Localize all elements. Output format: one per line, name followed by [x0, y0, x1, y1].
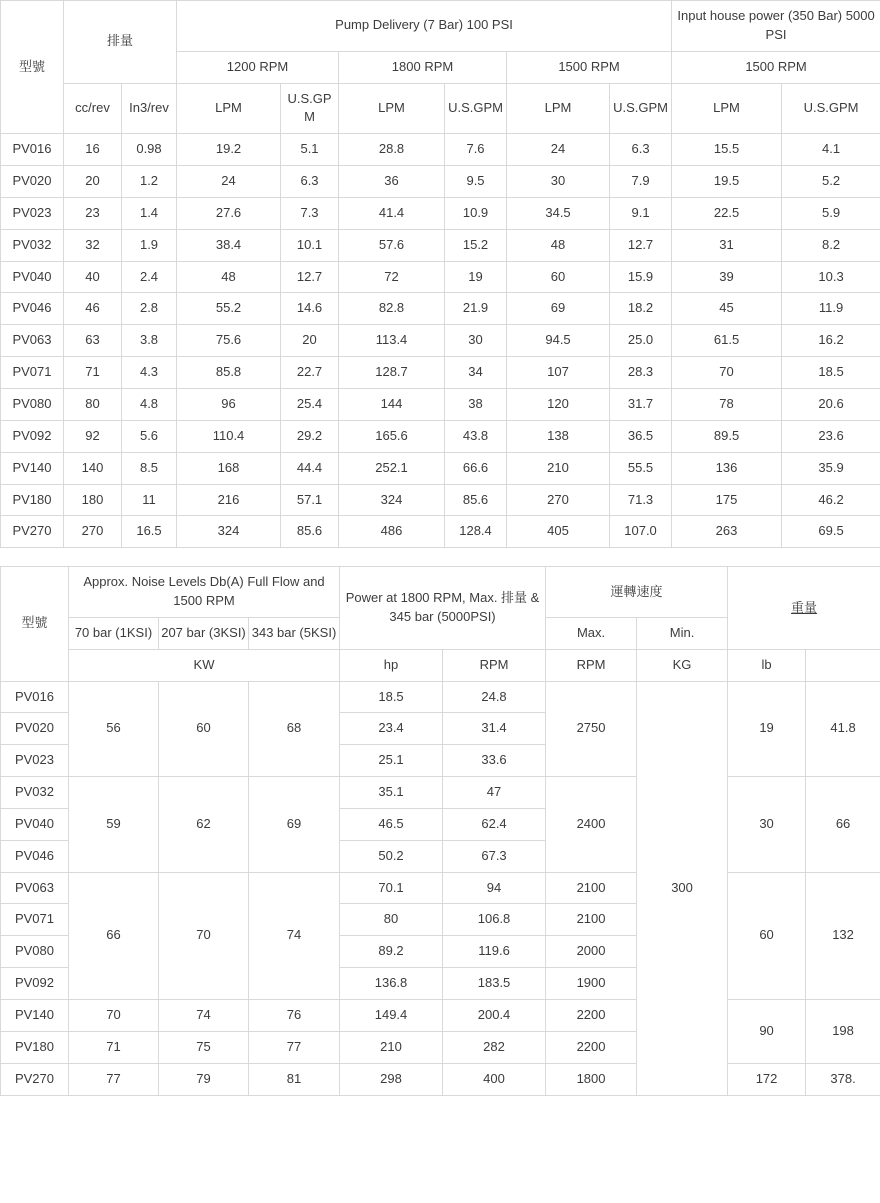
table-row — [1, 166, 880, 198]
cell-speed-max: 2100 — [546, 872, 637, 904]
cell-usgpm-1500: 107.0 — [610, 516, 672, 548]
cell-lpm-1800: 128.7 — [339, 357, 445, 389]
table-row — [1, 484, 880, 516]
cell-ccrev: 140 — [64, 452, 122, 484]
cell-speed-min: 300 — [637, 681, 728, 1095]
cell-usgpm-1200: 57.1 — [281, 484, 339, 516]
cell-power-hp: 25.1 — [340, 745, 443, 777]
noise-power-body — [1, 681, 880, 1095]
cell-lpm-1800: 144 — [339, 388, 445, 420]
cell-in3rev: 4.3 — [122, 357, 177, 389]
pump-delivery-body — [1, 134, 880, 548]
cell-lpm-1800: 252.1 — [339, 452, 445, 484]
cell-usgpm-1500: 6.3 — [610, 134, 672, 166]
header-1800-rpm: 1800 RPM — [339, 51, 507, 83]
cell-power-hp: 50.2 — [340, 840, 443, 872]
cell-usgpm-input: 35.9 — [782, 452, 880, 484]
cell-in3rev: 3.8 — [122, 325, 177, 357]
cell-usgpm-1800: 128.4 — [445, 516, 507, 548]
cell-lpm-1200: 75.6 — [177, 325, 281, 357]
cell-power-hp: 298 — [340, 1063, 443, 1095]
cell-model: PV032 — [1, 777, 69, 809]
cell-lpm-input: 19.5 — [672, 166, 782, 198]
cell-usgpm-1800: 10.9 — [445, 197, 507, 229]
cell-usgpm-1800: 85.6 — [445, 484, 507, 516]
cell-usgpm-input: 4.1 — [782, 134, 880, 166]
cell-power-rpm: 119.6 — [443, 936, 546, 968]
header-model: 型號 — [1, 567, 69, 681]
header-displacement: 排量 — [64, 1, 177, 84]
cell-lpm-1200: 55.2 — [177, 293, 281, 325]
cell-lpm-1800: 324 — [339, 484, 445, 516]
cell-in3rev: 1.4 — [122, 197, 177, 229]
cell-usgpm-1800: 19 — [445, 261, 507, 293]
header-noise-70bar: 70 bar (1KSI) — [69, 617, 159, 649]
cell-lpm-input: 136 — [672, 452, 782, 484]
cell-power-hp: 149.4 — [340, 1000, 443, 1032]
cell-usgpm-input: 5.2 — [782, 166, 880, 198]
cell-noise-70bar: 77 — [69, 1063, 159, 1095]
cell-noise-343bar: 68 — [249, 681, 340, 777]
cell-noise-70bar: 56 — [69, 681, 159, 777]
cell-usgpm-1500: 18.2 — [610, 293, 672, 325]
cell-in3rev: 2.4 — [122, 261, 177, 293]
cell-model: PV023 — [1, 745, 69, 777]
cell-noise-343bar: 81 — [249, 1063, 340, 1095]
cell-noise-207bar: 70 — [159, 872, 249, 999]
cell-weight-kg: 30 — [728, 777, 806, 873]
cell-lpm-1200: 38.4 — [177, 229, 281, 261]
cell-lpm-1800: 165.6 — [339, 420, 445, 452]
cell-noise-207bar: 60 — [159, 681, 249, 777]
cell-lpm-1800: 82.8 — [339, 293, 445, 325]
noise-power-speed-weight-table — [0, 566, 880, 1095]
cell-power-rpm: 67.3 — [443, 840, 546, 872]
header-unit-ccrev: cc/rev — [64, 83, 122, 134]
cell-lpm-1800: 41.4 — [339, 197, 445, 229]
cell-lpm-1500: 210 — [507, 452, 610, 484]
header-noise-207bar: 207 bar (3KSI) — [159, 617, 249, 649]
cell-usgpm-1800: 7.6 — [445, 134, 507, 166]
cell-power-hp: 35.1 — [340, 777, 443, 809]
cell-model: PV020 — [1, 166, 64, 198]
cell-lpm-1500: 270 — [507, 484, 610, 516]
cell-weight-kg: 19 — [728, 681, 806, 777]
cell-model: PV180 — [1, 484, 64, 516]
cell-lpm-1200: 85.8 — [177, 357, 281, 389]
cell-model: PV016 — [1, 681, 69, 713]
cell-usgpm-input: 16.2 — [782, 325, 880, 357]
cell-lpm-1500: 120 — [507, 388, 610, 420]
cell-usgpm-1200: 7.3 — [281, 197, 339, 229]
cell-ccrev: 71 — [64, 357, 122, 389]
cell-usgpm-input: 23.6 — [782, 420, 880, 452]
cell-noise-70bar: 66 — [69, 872, 159, 999]
cell-noise-207bar: 79 — [159, 1063, 249, 1095]
table-row — [1, 293, 880, 325]
cell-ccrev: 46 — [64, 293, 122, 325]
table-header-row-1 — [1, 1, 880, 52]
header-input-horsepower: Input house power (350 Bar) 5000 PSI — [672, 1, 880, 52]
header-unit-usgpm-1500: U.S.GPM — [610, 83, 672, 134]
cell-lpm-1800: 36 — [339, 166, 445, 198]
cell-model: PV092 — [1, 968, 69, 1000]
cell-noise-343bar: 76 — [249, 1000, 340, 1032]
cell-ccrev: 63 — [64, 325, 122, 357]
table-row — [1, 197, 880, 229]
table-row — [1, 261, 880, 293]
cell-usgpm-1500: 28.3 — [610, 357, 672, 389]
cell-ccrev: 80 — [64, 388, 122, 420]
cell-noise-343bar: 77 — [249, 1031, 340, 1063]
header-unit-kg-speedmin: KG — [637, 649, 728, 681]
cell-usgpm-1200: 20 — [281, 325, 339, 357]
cell-model: PV071 — [1, 357, 64, 389]
cell-power-hp: 136.8 — [340, 968, 443, 1000]
cell-in3rev: 8.5 — [122, 452, 177, 484]
header-noise-levels: Approx. Noise Levels Db(A) Full Flow and 1500 RPM — [69, 567, 340, 618]
header-unit-rpm-power: RPM — [443, 649, 546, 681]
cell-model: PV080 — [1, 936, 69, 968]
cell-usgpm-1800: 38 — [445, 388, 507, 420]
cell-model: PV046 — [1, 840, 69, 872]
cell-in3rev: 11 — [122, 484, 177, 516]
cell-weight-kg: 90 — [728, 1000, 806, 1064]
cell-in3rev: 0.98 — [122, 134, 177, 166]
cell-power-hp: 46.5 — [340, 808, 443, 840]
cell-power-rpm: 31.4 — [443, 713, 546, 745]
cell-lpm-input: 263 — [672, 516, 782, 548]
cell-ccrev: 270 — [64, 516, 122, 548]
header-1500-rpm-input: 1500 RPM — [672, 51, 880, 83]
cell-lpm-1500: 107 — [507, 357, 610, 389]
cell-power-rpm: 33.6 — [443, 745, 546, 777]
cell-lpm-1200: 324 — [177, 516, 281, 548]
header-power-1800rpm: Power at 1800 RPM, Max. 排量 & 345 bar (5000PSI) — [340, 567, 546, 650]
header-speed-min: Min. — [637, 617, 728, 649]
cell-lpm-input: 22.5 — [672, 197, 782, 229]
header-speed-max: Max. — [546, 617, 637, 649]
cell-lpm-1500: 69 — [507, 293, 610, 325]
cell-in3rev: 5.6 — [122, 420, 177, 452]
cell-in3rev: 16.5 — [122, 516, 177, 548]
cell-noise-343bar: 74 — [249, 872, 340, 999]
cell-usgpm-1800: 66.6 — [445, 452, 507, 484]
table-row — [1, 229, 880, 261]
cell-model: PV020 — [1, 713, 69, 745]
cell-lpm-1800: 486 — [339, 516, 445, 548]
cell-model: PV140 — [1, 1000, 69, 1032]
cell-speed-max: 2400 — [546, 777, 637, 873]
cell-lpm-1500: 34.5 — [507, 197, 610, 229]
cell-power-hp: 18.5 — [340, 681, 443, 713]
cell-usgpm-1200: 22.7 — [281, 357, 339, 389]
table-separator — [0, 548, 880, 566]
cell-lpm-1500: 60 — [507, 261, 610, 293]
cell-usgpm-1500: 71.3 — [610, 484, 672, 516]
cell-noise-207bar: 74 — [159, 1000, 249, 1032]
cell-usgpm-1200: 29.2 — [281, 420, 339, 452]
cell-ccrev: 92 — [64, 420, 122, 452]
cell-ccrev: 23 — [64, 197, 122, 229]
cell-speed-max: 2000 — [546, 936, 637, 968]
cell-power-hp: 210 — [340, 1031, 443, 1063]
cell-usgpm-1500: 9.1 — [610, 197, 672, 229]
table-row — [1, 1000, 880, 1032]
cell-power-rpm: 24.8 — [443, 681, 546, 713]
cell-usgpm-1200: 5.1 — [281, 134, 339, 166]
cell-model: PV016 — [1, 134, 64, 166]
cell-power-rpm: 183.5 — [443, 968, 546, 1000]
cell-usgpm-input: 5.9 — [782, 197, 880, 229]
cell-model: PV270 — [1, 516, 64, 548]
cell-usgpm-1800: 30 — [445, 325, 507, 357]
cell-lpm-input: 61.5 — [672, 325, 782, 357]
cell-usgpm-1500: 55.5 — [610, 452, 672, 484]
cell-lpm-input: 15.5 — [672, 134, 782, 166]
cell-model: PV063 — [1, 872, 69, 904]
cell-lpm-1800: 113.4 — [339, 325, 445, 357]
cell-lpm-input: 45 — [672, 293, 782, 325]
cell-power-hp: 89.2 — [340, 936, 443, 968]
cell-model: PV180 — [1, 1031, 69, 1063]
cell-power-hp: 23.4 — [340, 713, 443, 745]
cell-weight-kg: 60 — [728, 872, 806, 999]
header-unit-lpm-1200: LPM — [177, 83, 281, 134]
table-row — [1, 325, 880, 357]
cell-in3rev: 4.8 — [122, 388, 177, 420]
cell-lpm-1200: 24 — [177, 166, 281, 198]
header-noise-343bar: 343 bar (5KSI) — [249, 617, 340, 649]
cell-usgpm-input: 10.3 — [782, 261, 880, 293]
cell-lpm-1800: 28.8 — [339, 134, 445, 166]
cell-lpm-input: 70 — [672, 357, 782, 389]
cell-noise-70bar: 59 — [69, 777, 159, 873]
cell-model: PV023 — [1, 197, 64, 229]
header-weight: 重量 — [728, 567, 880, 650]
header-unit-lpm-input: LPM — [672, 83, 782, 134]
cell-usgpm-1500: 12.7 — [610, 229, 672, 261]
header-1500-rpm: 1500 RPM — [507, 51, 672, 83]
header-unit-empty — [806, 649, 880, 681]
table2-header-row-3 — [1, 649, 880, 681]
cell-noise-70bar: 70 — [69, 1000, 159, 1032]
cell-lpm-1200: 19.2 — [177, 134, 281, 166]
table-row — [1, 134, 880, 166]
table-row — [1, 681, 880, 713]
header-pump-delivery: Pump Delivery (7 Bar) 100 PSI — [177, 1, 672, 52]
cell-model: PV032 — [1, 229, 64, 261]
cell-lpm-input: 89.5 — [672, 420, 782, 452]
header-1200-rpm: 1200 RPM — [177, 51, 339, 83]
cell-usgpm-1500: 36.5 — [610, 420, 672, 452]
table-row — [1, 872, 880, 904]
cell-usgpm-1800: 21.9 — [445, 293, 507, 325]
cell-lpm-1500: 138 — [507, 420, 610, 452]
cell-model: PV092 — [1, 420, 64, 452]
cell-usgpm-1200: 14.6 — [281, 293, 339, 325]
header-unit-rpm-speed: RPM — [546, 649, 637, 681]
cell-usgpm-input: 69.5 — [782, 516, 880, 548]
cell-usgpm-input: 18.5 — [782, 357, 880, 389]
cell-in3rev: 1.9 — [122, 229, 177, 261]
cell-ccrev: 20 — [64, 166, 122, 198]
cell-model: PV270 — [1, 1063, 69, 1095]
header-unit-lpm-1500: LPM — [507, 83, 610, 134]
cell-lpm-input: 78 — [672, 388, 782, 420]
cell-lpm-1500: 48 — [507, 229, 610, 261]
cell-usgpm-input: 20.6 — [782, 388, 880, 420]
cell-usgpm-1200: 12.7 — [281, 261, 339, 293]
header-unit-kw: KW — [69, 649, 340, 681]
cell-ccrev: 16 — [64, 134, 122, 166]
cell-noise-207bar: 62 — [159, 777, 249, 873]
header-unit-lpm-1800: LPM — [339, 83, 445, 134]
header-unit-lb: lb — [728, 649, 806, 681]
cell-power-rpm: 200.4 — [443, 1000, 546, 1032]
cell-model: PV080 — [1, 388, 64, 420]
cell-model: PV140 — [1, 452, 64, 484]
cell-model: PV071 — [1, 904, 69, 936]
cell-lpm-1200: 48 — [177, 261, 281, 293]
table-row — [1, 357, 880, 389]
header-unit-usgpm-input: U.S.GPM — [782, 83, 880, 134]
cell-model: PV063 — [1, 325, 64, 357]
table-row — [1, 388, 880, 420]
cell-power-rpm: 62.4 — [443, 808, 546, 840]
cell-noise-70bar: 71 — [69, 1031, 159, 1063]
cell-weight-lb: 198 — [806, 1000, 880, 1064]
cell-usgpm-1200: 25.4 — [281, 388, 339, 420]
cell-usgpm-1500: 25.0 — [610, 325, 672, 357]
cell-lpm-input: 175 — [672, 484, 782, 516]
cell-ccrev: 40 — [64, 261, 122, 293]
cell-usgpm-1500: 31.7 — [610, 388, 672, 420]
cell-model: PV040 — [1, 808, 69, 840]
header-operating-speed: 運轉速度 — [546, 567, 728, 618]
cell-usgpm-1800: 43.8 — [445, 420, 507, 452]
cell-speed-max: 1800 — [546, 1063, 637, 1095]
cell-usgpm-1200: 85.6 — [281, 516, 339, 548]
pump-delivery-table — [0, 0, 880, 548]
cell-power-rpm: 400 — [443, 1063, 546, 1095]
cell-usgpm-1800: 34 — [445, 357, 507, 389]
cell-lpm-1200: 216 — [177, 484, 281, 516]
cell-power-rpm: 106.8 — [443, 904, 546, 936]
cell-ccrev: 180 — [64, 484, 122, 516]
cell-lpm-input: 31 — [672, 229, 782, 261]
cell-lpm-1800: 72 — [339, 261, 445, 293]
cell-power-hp: 70.1 — [340, 872, 443, 904]
cell-usgpm-input: 46.2 — [782, 484, 880, 516]
cell-usgpm-1500: 15.9 — [610, 261, 672, 293]
cell-usgpm-1500: 7.9 — [610, 166, 672, 198]
table-row — [1, 777, 880, 809]
header-model: 型號 — [1, 1, 64, 134]
header-unit-usgpm-1800: U.S.GPM — [445, 83, 507, 134]
cell-weight-kg: 172 — [728, 1063, 806, 1095]
cell-speed-max: 1900 — [546, 968, 637, 1000]
cell-lpm-1500: 94.5 — [507, 325, 610, 357]
table-header-row-3 — [1, 83, 880, 134]
cell-lpm-1200: 96 — [177, 388, 281, 420]
cell-speed-max: 2200 — [546, 1031, 637, 1063]
cell-usgpm-1200: 10.1 — [281, 229, 339, 261]
cell-lpm-input: 39 — [672, 261, 782, 293]
header-unit-hp: hp — [340, 649, 443, 681]
cell-lpm-1800: 57.6 — [339, 229, 445, 261]
cell-in3rev: 2.8 — [122, 293, 177, 325]
cell-lpm-1200: 168 — [177, 452, 281, 484]
cell-lpm-1500: 30 — [507, 166, 610, 198]
cell-ccrev: 32 — [64, 229, 122, 261]
cell-lpm-1200: 27.6 — [177, 197, 281, 229]
cell-speed-max: 2200 — [546, 1000, 637, 1032]
cell-lpm-1200: 110.4 — [177, 420, 281, 452]
cell-power-rpm: 94 — [443, 872, 546, 904]
cell-lpm-1500: 24 — [507, 134, 610, 166]
cell-weight-lb: 41.8 — [806, 681, 880, 777]
cell-speed-max: 2750 — [546, 681, 637, 777]
table-row — [1, 1063, 880, 1095]
table2-header-row-1 — [1, 567, 880, 618]
cell-weight-lb: 132 — [806, 872, 880, 999]
cell-weight-lb: 378. — [806, 1063, 880, 1095]
cell-noise-207bar: 75 — [159, 1031, 249, 1063]
cell-usgpm-1800: 15.2 — [445, 229, 507, 261]
cell-usgpm-1200: 44.4 — [281, 452, 339, 484]
table-row — [1, 420, 880, 452]
cell-model: PV040 — [1, 261, 64, 293]
cell-usgpm-1800: 9.5 — [445, 166, 507, 198]
table-row — [1, 516, 880, 548]
cell-in3rev: 1.2 — [122, 166, 177, 198]
cell-lpm-1500: 405 — [507, 516, 610, 548]
cell-weight-lb: 66 — [806, 777, 880, 873]
cell-speed-max: 2100 — [546, 904, 637, 936]
cell-noise-343bar: 69 — [249, 777, 340, 873]
cell-power-hp: 80 — [340, 904, 443, 936]
cell-usgpm-input: 11.9 — [782, 293, 880, 325]
cell-usgpm-1200: 6.3 — [281, 166, 339, 198]
cell-power-rpm: 282 — [443, 1031, 546, 1063]
cell-model: PV046 — [1, 293, 64, 325]
cell-power-rpm: 47 — [443, 777, 546, 809]
header-unit-usgpm-1200: U.S.GPM — [281, 83, 339, 134]
table-row — [1, 452, 880, 484]
header-unit-in3rev: In3/rev — [122, 83, 177, 134]
cell-usgpm-input: 8.2 — [782, 229, 880, 261]
